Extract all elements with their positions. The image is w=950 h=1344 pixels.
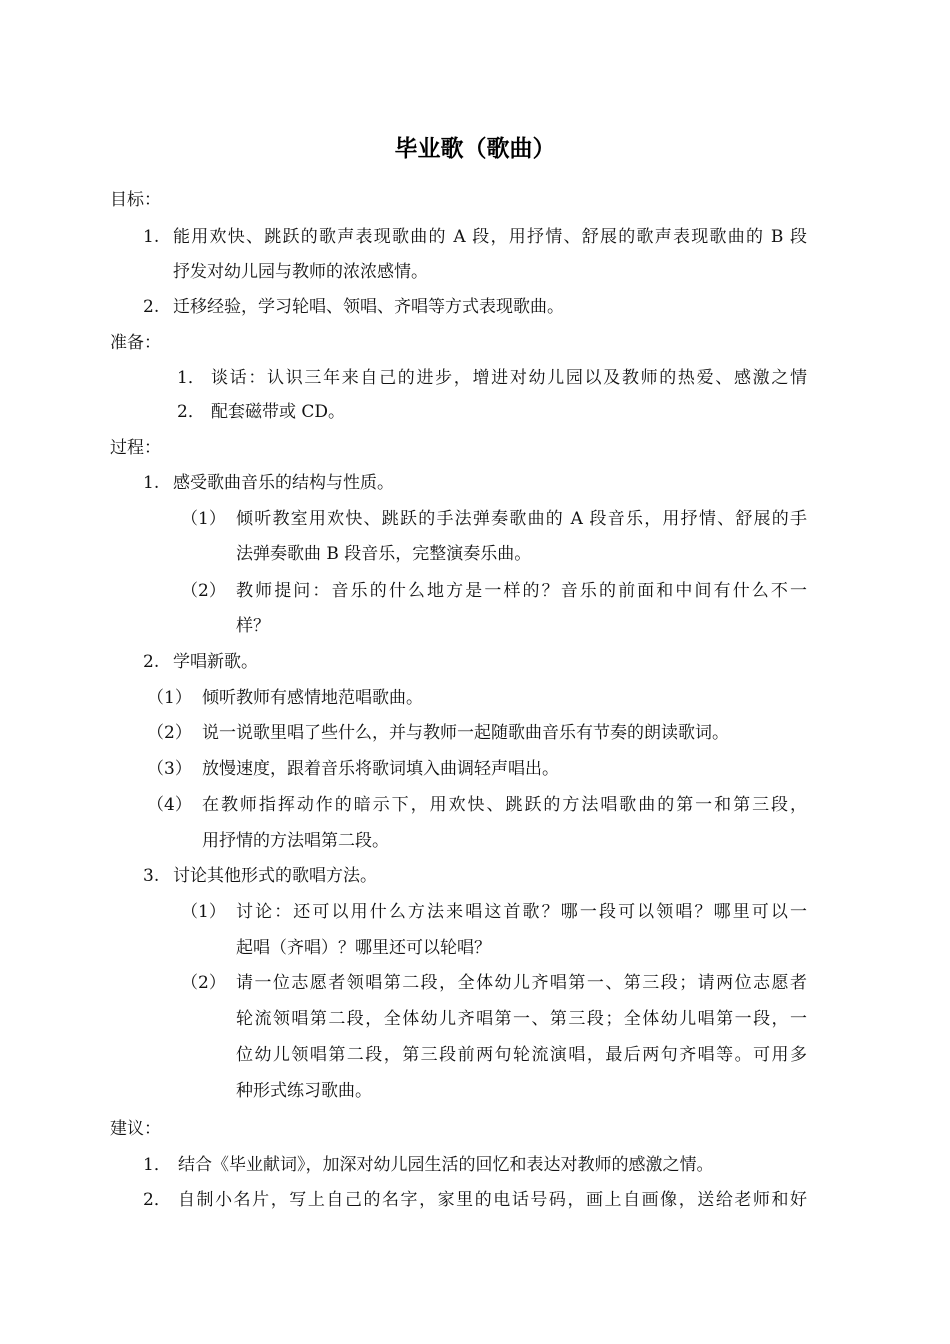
step-1-sub-2-line-1: 教师提问：音乐的什么地方是一样的？音乐的前面和中间有什么不一	[236, 581, 807, 601]
step-3-sub-2-line-1: 请一位志愿者领唱第二段，全体幼儿齐唱第一、第三段；请两位志愿者	[236, 973, 807, 993]
step-3-text: 讨论其他形式的歌唱方法。	[173, 866, 377, 886]
step-2-sub-3-number: （3）	[147, 759, 192, 779]
step-3-sub-1-number: （1）	[181, 902, 226, 922]
suggestion-1-number: 1．	[143, 1155, 171, 1175]
suggestions-heading: 建议：	[110, 1119, 161, 1139]
goals-heading: 目标：	[110, 190, 161, 210]
goal-1-number: 1.	[143, 227, 160, 247]
prep-2-text: 配套磁带或 CD。	[211, 402, 346, 422]
goal-1-line-2: 抒发对幼儿园与教师的浓浓感情。	[173, 262, 428, 282]
step-3-sub-1-line-1: 讨论：还可以用什么方法来唱这首歌？哪一段可以领唱？哪里可以一	[236, 902, 807, 922]
step-1-sub-2-line-2: 样？	[236, 616, 270, 636]
prep-heading: 准备：	[110, 333, 161, 353]
step-2-sub-2-number: （2）	[147, 723, 192, 743]
suggestion-1-text: 结合《毕业献词》，加深对幼儿园生活的回忆和表达对教师的感激之情。	[178, 1155, 714, 1175]
step-1-sub-1-line-1: 倾听教室用欢快、跳跃的手法弹奏歌曲的 A 段音乐，用抒情、舒展的手	[236, 509, 807, 529]
step-1-number: 1.	[143, 473, 160, 493]
step-2-sub-4-number: （4）	[147, 795, 192, 815]
step-2-text: 学唱新歌。	[173, 652, 258, 672]
page-title: 毕业歌（歌曲）	[394, 136, 556, 162]
prep-1-number: 1．	[177, 368, 205, 388]
suggestion-2-number: 2．	[143, 1190, 171, 1210]
goal-2-number: 2.	[143, 297, 160, 317]
step-1-sub-1-line-2: 法弹奏歌曲 B 段音乐，完整演奏乐曲。	[236, 544, 532, 564]
step-3-sub-2-line-4: 种形式练习歌曲。	[236, 1081, 372, 1101]
step-3-number: 3.	[143, 866, 160, 886]
goal-1-line-1: 能用欢快、跳跃的歌声表现歌曲的 A 段，用抒情、舒展的歌声表现歌曲的 B 段	[173, 227, 807, 247]
step-2-number: 2.	[143, 652, 160, 672]
step-1-sub-2-number: （2）	[181, 581, 226, 601]
step-2-sub-4-line-1: 在教师指挥动作的暗示下，用欢快、跳跃的方法唱歌曲的第一和第三段，	[202, 795, 807, 815]
step-2-sub-1-number: （1）	[147, 688, 192, 708]
prep-2-number: 2．	[177, 402, 205, 422]
goal-2-line-1: 迁移经验，学习轮唱、领唱、齐唱等方式表现歌曲。	[173, 297, 564, 317]
step-1-text: 感受歌曲音乐的结构与性质。	[173, 473, 394, 493]
step-2-sub-3-line-1: 放慢速度，跟着音乐将歌词填入曲调轻声唱出。	[202, 759, 559, 779]
process-heading: 过程：	[110, 438, 161, 458]
step-3-sub-2-number: （2）	[181, 973, 226, 993]
step-3-sub-1-line-2: 起唱（齐唱）？哪里还可以轮唱？	[236, 938, 491, 958]
prep-1-text: 谈话：认识三年来自己的进步，增进对幼儿园以及教师的热爱、感激之情	[211, 368, 807, 388]
step-2-sub-4-line-2: 用抒情的方法唱第二段。	[202, 831, 389, 851]
suggestion-2-text: 自制小名片，写上自己的名字，家里的电话号码，画上自画像，送给老师和好	[178, 1190, 807, 1210]
step-3-sub-2-line-3: 位幼儿领唱第二段，第三段前两句轮流演唱，最后两句齐唱等。可用多	[236, 1045, 807, 1065]
step-1-sub-1-number: （1）	[181, 509, 226, 529]
step-3-sub-2-line-2: 轮流领唱第二段，全体幼儿齐唱第一、第三段；全体幼儿唱第一段，一	[236, 1009, 807, 1029]
step-2-sub-1-line-1: 倾听教师有感情地范唱歌曲。	[202, 688, 423, 708]
step-2-sub-2-line-1: 说一说歌里唱了些什么，并与教师一起随歌曲音乐有节奏的朗读歌词。	[202, 723, 729, 743]
